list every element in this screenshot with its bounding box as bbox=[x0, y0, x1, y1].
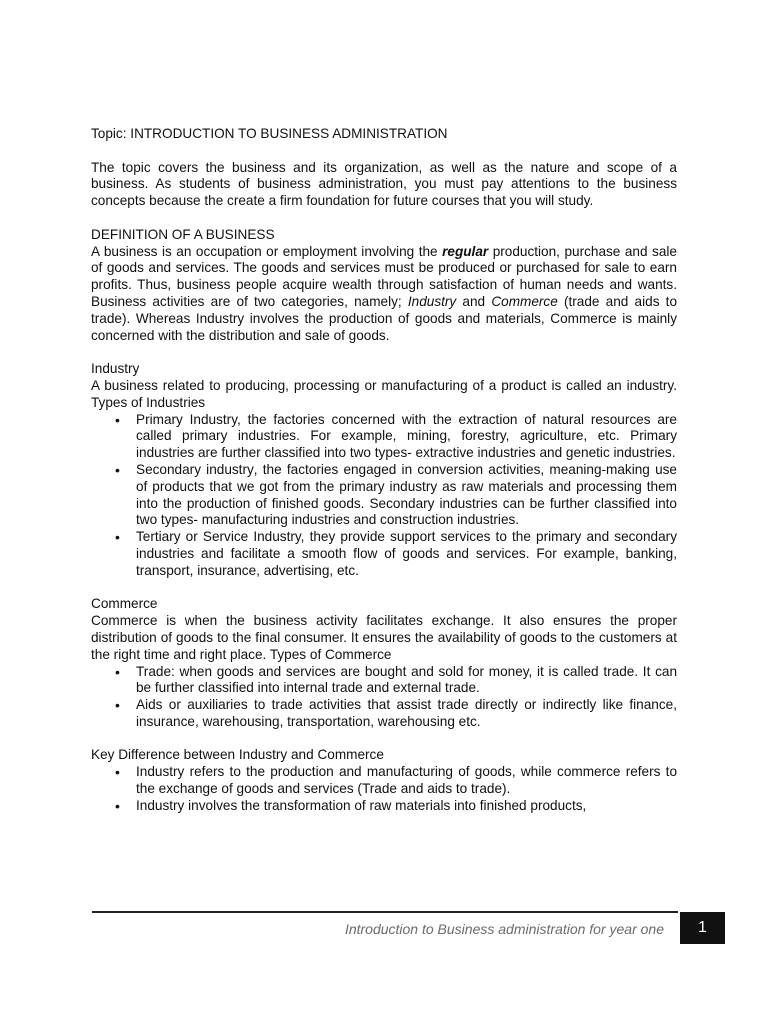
commerce-emphasis: Commerce bbox=[491, 293, 558, 309]
industry-types-list bbox=[91, 412, 677, 580]
list-item: • Trade: when goods and services are bought and sold for money, it is called trade. It can be further classified into internal trade and external trade. bbox=[91, 664, 677, 698]
page-number: 1 bbox=[680, 912, 725, 944]
definition-text-1: A business is an occupation or employment involving the bbox=[91, 243, 443, 259]
industry-type-text: hey provide support services to the primary and secondary industries and facilitate a smooth flow of goods and services. For example, banking, transport, insurance, advertising, etc. bbox=[136, 529, 677, 578]
industry-type-term: Primary Industry, bbox=[136, 411, 241, 427]
list-item: • Industry involves the transformation of raw materials into finished products, bbox=[91, 798, 677, 815]
definition-heading: DEFINITION OF A BUSINESS bbox=[91, 226, 275, 242]
industry-paragraph: A business related to producing, processing or manufacturing of a product is called an industry. Types of Industries bbox=[91, 377, 677, 410]
list-item bbox=[91, 412, 677, 462]
definition-and: and bbox=[456, 293, 492, 309]
key-difference-list bbox=[91, 764, 677, 814]
commerce-paragraph: Commerce is when the business activity facilitates exchange. It also ensures the proper distribution of goods to the final consumer. It ensures the availability of goods to the customers at the right time and right place. Types of Commerce bbox=[91, 613, 677, 662]
definition-text-2: production, purchase and sale of goods and services. The goods and services must be produced or purchased for sale to earn profits. Thus, business people acquire wealth through satisfaction of human needs and wants. Business activities are of two categories, namely; bbox=[91, 243, 677, 309]
industry-emphasis: Industry bbox=[407, 293, 457, 309]
list-item bbox=[91, 529, 677, 579]
document-page bbox=[91, 126, 677, 815]
commerce-types-list bbox=[91, 664, 677, 731]
list-item bbox=[91, 462, 677, 529]
footer-title: Introduction to Business administration for year one bbox=[344, 921, 664, 937]
industry-type-text: , the factories engaged in conversion activities, meaning-making use of products that we got from the primary industry as raw materials and processing them into the production of finished goods. Secondary industries can be further classified into two types- manufacturing industries and construction industries. bbox=[136, 461, 677, 528]
footer-divider bbox=[92, 911, 678, 913]
list-item: • Industry refers to the production and manufacturing of goods, while commerce refers to the exchange of goods and services (Trade and aids to trade). bbox=[91, 764, 677, 798]
definition-paragraph bbox=[91, 244, 677, 345]
list-item: • Aids or auxiliaries to trade activities that assist trade directly or indirectly like finance, insurance, warehousing, transportation, warehousing etc. bbox=[91, 697, 677, 731]
industry-type-term: Secondary industry bbox=[136, 461, 254, 477]
definition-text-3: (trade and aids to trade). Whereas Industry involves the production of goods and materials, Commerce is mainly concerned with the distribution and sale of goods. bbox=[91, 293, 678, 343]
topic-title: Topic: INTRODUCTION TO BUSINESS ADMINISTRATION bbox=[91, 126, 448, 141]
commerce-heading: Commerce bbox=[91, 596, 158, 612]
intro-paragraph: The topic covers the business and its organization, as well as the nature and scope of a business. As students of business administration, you must pay attentions to the business concepts because the create a firm foundation for future courses that you will study. bbox=[91, 159, 677, 209]
industry-heading: Industry bbox=[91, 361, 140, 377]
regular-emphasis: regular bbox=[442, 243, 489, 259]
key-difference-heading: Key Difference between Industry and Commerce bbox=[91, 747, 384, 763]
industry-type-term: Tertiary or Service Industry, t bbox=[136, 529, 314, 545]
industry-type-text: the factories concerned with the extraction of natural resources are called primary industries. For example, mining, forestry, agriculture, etc. Primary industries are further classified into two types- extractive industries and genetic industries. bbox=[136, 411, 677, 461]
